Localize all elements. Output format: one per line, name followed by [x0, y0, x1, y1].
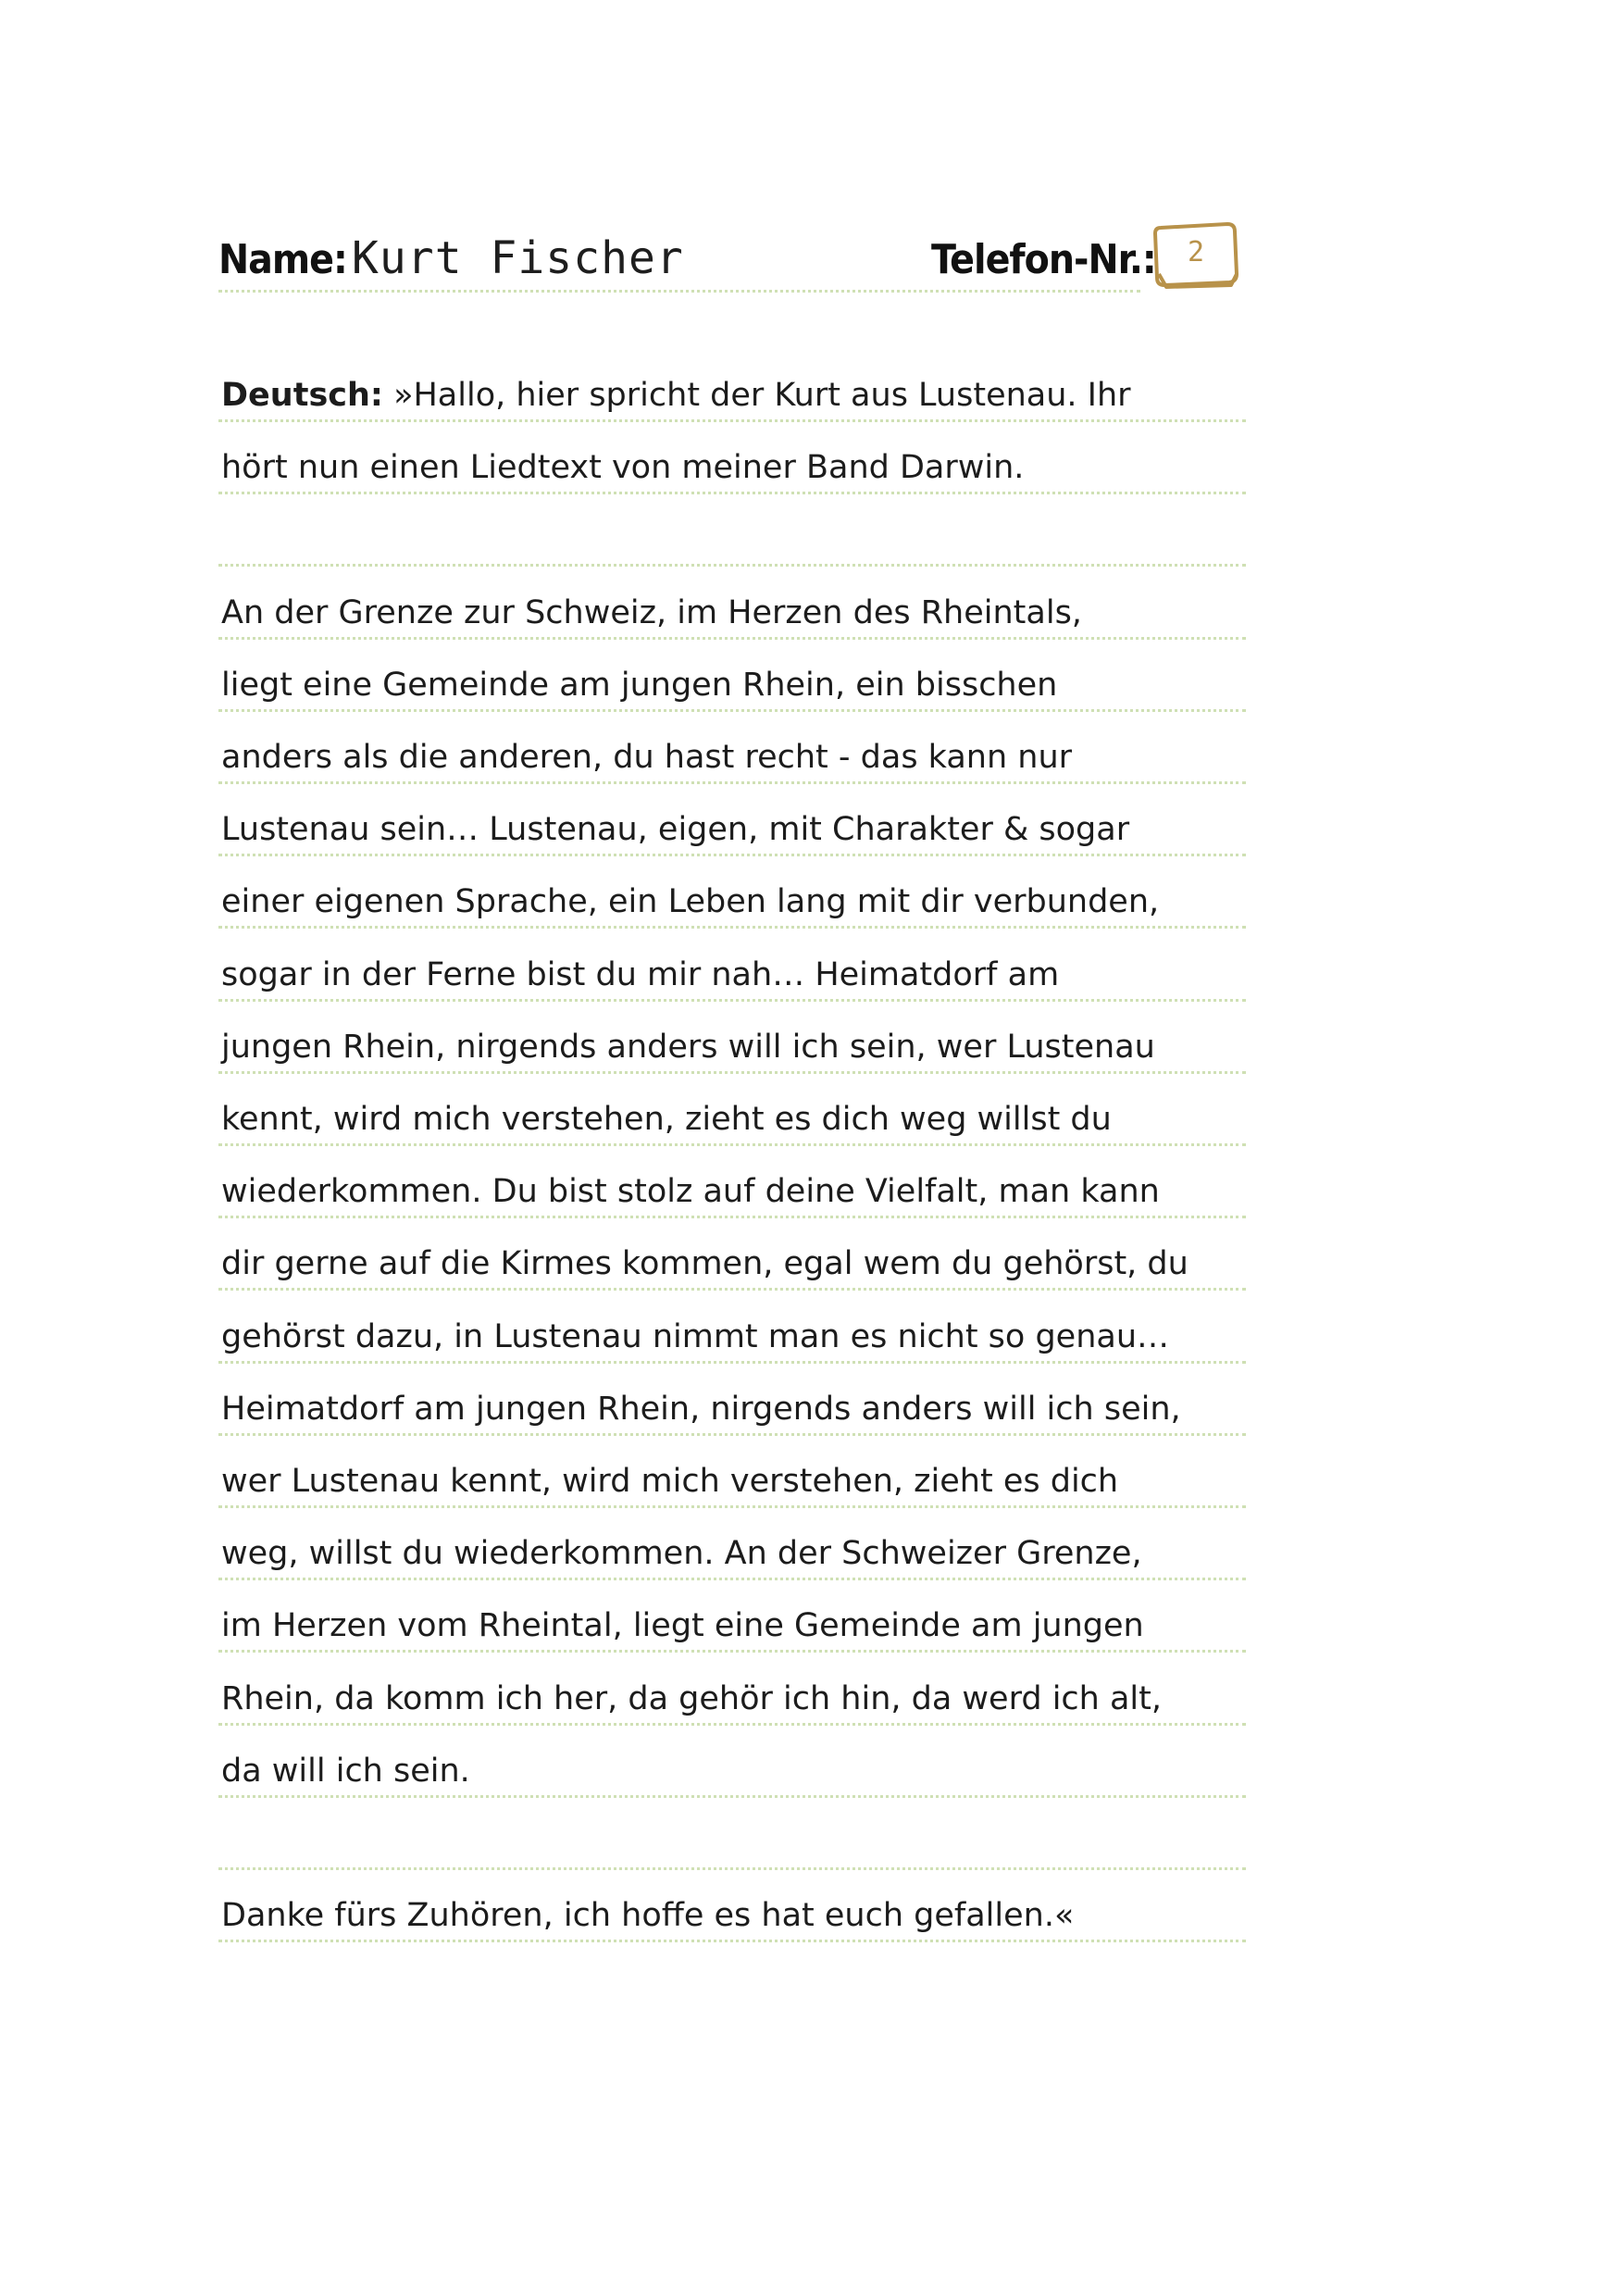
- line-text: einer eigenen Sprache, ein Leben lang mit dir verbunden,: [221, 883, 1160, 920]
- line-text: sogar in der Ferne bist du mir nah… Heimatdorf am: [221, 956, 1060, 993]
- text-line: [218, 856, 1246, 929]
- line-text: im Herzen vom Rheintal, liegt eine Gemeinde am jungen: [221, 1607, 1144, 1644]
- header-rule: [218, 290, 1140, 293]
- text-line: [218, 1653, 1246, 1726]
- text-line: [218, 1002, 1246, 1074]
- text-line: [218, 1726, 1246, 1798]
- text-line: [218, 640, 1246, 712]
- line-text: wer Lustenau kennt, wird mich verstehen, zieht es dich: [221, 1463, 1119, 1500]
- text-line: [218, 712, 1246, 784]
- line-text: weg, willst du wiederkommen. An der Schweizer Grenze,: [221, 1535, 1142, 1572]
- text-line: [218, 1580, 1246, 1653]
- line-text: »Hallo, hier spricht der Kurt aus Lustenau. Ihr: [393, 377, 1131, 414]
- key-badge-icon: [1148, 220, 1240, 298]
- line-text: hört nun einen Liedtext von meiner Band Darwin.: [221, 449, 1025, 486]
- text-line: [218, 422, 1246, 494]
- line-text: Lustenau sein… Lustenau, eigen, mit Charakter & sogar: [221, 811, 1130, 848]
- line-text: anders als die anderen, du hast recht - das kann nur: [221, 739, 1073, 776]
- line-text: An der Grenze zur Schweiz, im Herzen des Rheintals,: [221, 594, 1082, 631]
- text-line: [218, 930, 1246, 1002]
- blank-line: [218, 1798, 1246, 1870]
- phone-number: 2: [1187, 236, 1205, 268]
- line-text: Danke fürs Zuhören, ich hoffe es hat euch gefallen.«: [221, 1897, 1075, 1934]
- intro-line: [221, 377, 1131, 414]
- line-text: jungen Rhein, nirgends anders will ich sein, wer Lustenau: [221, 1029, 1155, 1066]
- line-text: wiederkommen. Du bist stolz auf deine Vielfalt, man kann: [221, 1173, 1160, 1210]
- key-badge-svg: [1148, 220, 1240, 294]
- phone-label: Telefon-Nr.:: [931, 236, 1156, 283]
- language-label: Deutsch:: [221, 377, 383, 414]
- line-text: gehörst dazu, in Lustenau nimmt man es nicht so genau…: [221, 1318, 1170, 1355]
- line-text: Heimatdorf am jungen Rhein, nirgends anders will ich sein,: [221, 1391, 1181, 1428]
- text-line: [218, 350, 1246, 422]
- line-text: Rhein, da komm ich her, da gehör ich hin, da werd ich alt,: [221, 1680, 1162, 1717]
- line-text: kennt, wird mich verstehen, zieht es dich weg willst du: [221, 1101, 1112, 1138]
- text-line: [218, 1436, 1246, 1508]
- blank-line: [218, 494, 1246, 567]
- text-line: [218, 1364, 1246, 1436]
- text-line: [218, 784, 1246, 856]
- text-line: [218, 1870, 1246, 1942]
- line-text: dir gerne auf die Kirmes kommen, egal wem du gehörst, du: [221, 1245, 1189, 1282]
- text-line: [218, 1074, 1246, 1146]
- line-text: liegt eine Gemeinde am jungen Rhein, ein bisschen: [221, 667, 1058, 704]
- text-line: [218, 1146, 1246, 1218]
- text-line: [218, 1292, 1246, 1364]
- text-line: [218, 1218, 1246, 1291]
- name-value: Kurt Fischer: [352, 232, 684, 284]
- text-line: [218, 568, 1246, 640]
- text-line: [218, 1508, 1246, 1580]
- header: [218, 218, 1246, 293]
- name-label: Name:: [218, 236, 347, 283]
- line-text: da will ich sein.: [221, 1753, 470, 1790]
